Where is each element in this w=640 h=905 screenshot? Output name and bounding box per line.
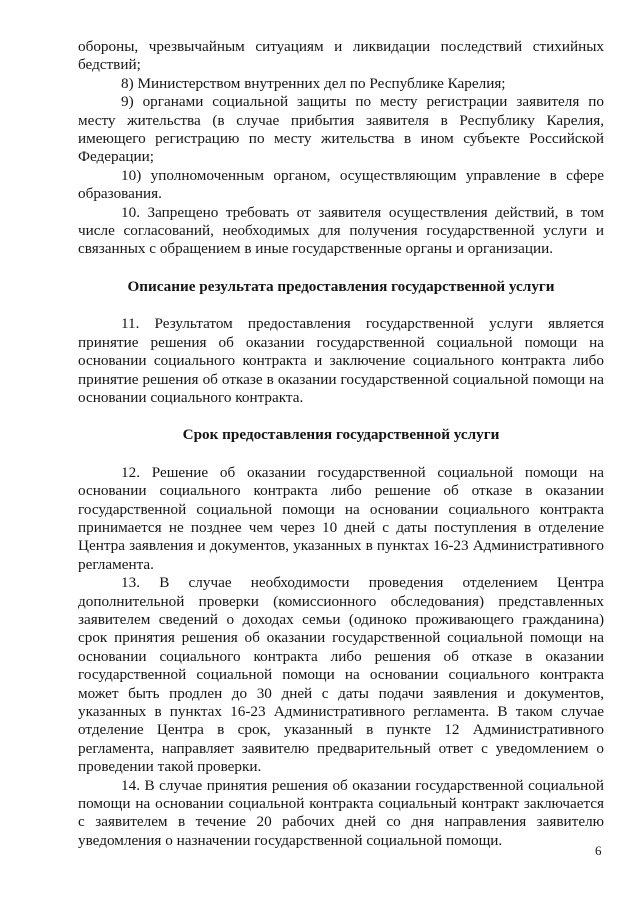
paragraph-13: 13. В случае необходимости проведения отделением Центра дополнительной проверки (комиссионного обследования) представленных заявителем сведений о доходах семьи (одиноко проживающего гражданина) срок принятия решения об оказании государственной социальной помощи на основании социального контракта либо решения об отказе в оказании государственной социальной помощи на основании социального контракта может быть продлен до 30 дней с даты подачи заявления и документов, указанных в пунктах 16-23 Административного регламента. В таком случае отделение Центра в срок, указанный в пункте 12 Административного регламента, направляет заявителю предварительный ответ с уведомлением о проведении такой проверки. <box>78 574 604 776</box>
paragraph-continuation: обороны, чрезвычайным ситуациям и ликвидации последствий стихийных бедствий; <box>78 38 604 74</box>
section-heading-term: Срок предоставления государственной услуги <box>182 426 500 444</box>
paragraph-10: 10. Запрещено требовать от заявителя осуществления действий, в том числе согласований, необходимых для получения государственной услуги и связанных с обращением в иные государственные органы и организации. <box>78 203 604 258</box>
paragraph-14: 14. В случае принятия решения об оказании государственной социальной помощи на основании социальной контракта социальный контракт заключается с заявителем в течение 20 рабочих дней со дня направления заявителю уведомления о назначении государственной социальной помощи. <box>78 776 604 849</box>
paragraph-item-10-authority: 10) уполномоченным органом, осуществляющим управление в сфере образования. <box>78 166 604 203</box>
paragraph-item-8: 8) Министерством внутренних дел по Республике Карелия; <box>121 74 506 92</box>
paragraph-12: 12. Решение об оказании государственной социальной помощи на основании социального контракта либо решение об отказе в оказании государственной социальной помощи на основании социального контракта принимается не позднее чем через 10 дней с даты поступления в отделение Центра заявления и документов, указанных в пунктах 16-23 Административного регламента. <box>78 463 604 573</box>
document-page <box>78 38 604 850</box>
paragraph-11: 11. Результатом предоставления государственной услуги является принятие решения об оказании государственной социальной помощи на основании социального контракта и заключение социального контракта либо принятие решения об отказе в оказании государственной социальной помощи на основании социального контракта. <box>78 315 604 406</box>
section-heading-result: Описание результата предоставления государственной услуги <box>127 277 555 295</box>
paragraph-item-9: 9) органами социальной защиты по месту регистрации заявителя по месту жительства (в случае прибытия заявителя в Республику Карелия, имеющего регистрацию по месту жительства в ином субъекте Российской Федерации; <box>78 93 604 166</box>
page-number: 6 <box>595 843 602 858</box>
